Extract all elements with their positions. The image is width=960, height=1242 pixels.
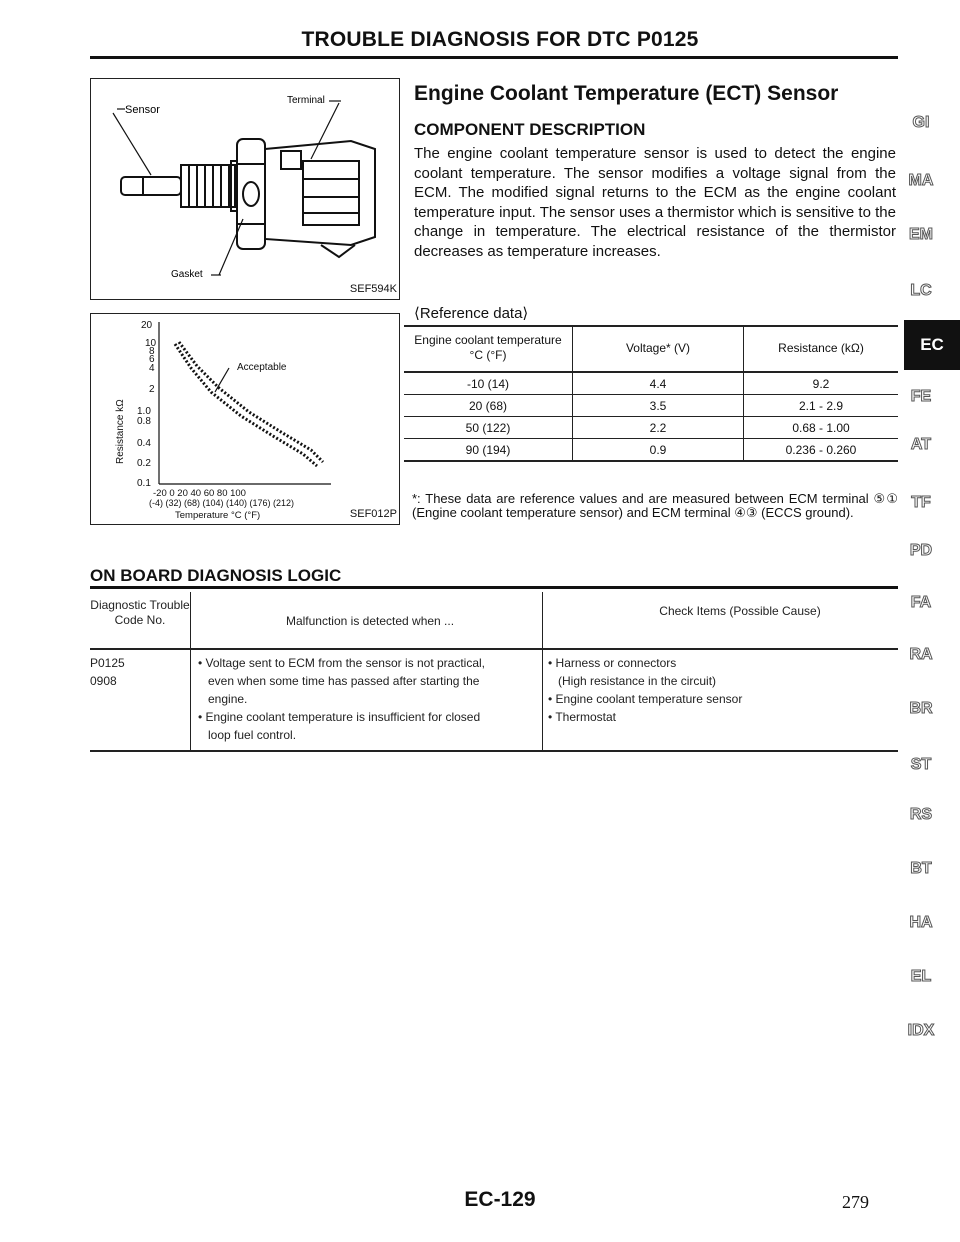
table-row (404, 395, 898, 417)
tab-ec[interactable]: EC (904, 320, 960, 370)
ytick-8: 8 (149, 346, 155, 357)
component-description: The engine coolant temperature sensor is used to detect the engine coolant temperature. The sensor modifies a voltage signal from the ECM. The modified signal returns to the ECM as the engine coolant temperature input. The sensor uses a thermistor which is sensitive to the change in temperature. The electrical resistance of the thermistor decreases as temperature increases. (414, 145, 896, 260)
resistance-chart (91, 314, 399, 524)
cell-voltage: 3.5 (573, 395, 744, 417)
ytick-0-2: 0.2 (137, 458, 151, 469)
obd-table (90, 592, 898, 752)
table-row (404, 417, 898, 439)
section-title: Engine Coolant Temperature (ECT) Sensor (414, 82, 839, 105)
ytick-6: 6 (149, 354, 155, 365)
table-row (404, 439, 898, 462)
cell-temperature: -10 (14) (404, 372, 573, 395)
tab-ha[interactable]: HA (909, 914, 933, 931)
tab-bt[interactable]: BT (910, 860, 932, 877)
dtc-code: P0125 (90, 656, 125, 670)
table-header-row (404, 326, 898, 372)
cell-temperature: 90 (194) (404, 439, 573, 462)
sensor-label: Sensor (125, 104, 160, 116)
sensor-drawing (91, 79, 399, 299)
band-label: Acceptable (237, 362, 287, 373)
tab-fa[interactable]: FA (910, 594, 932, 611)
cell-resistance: 0.236 - 0.260 (744, 439, 899, 462)
x-axis-label: Temperature °C (°F) (175, 510, 261, 521)
table-bottom-rule (90, 750, 898, 752)
tab-st[interactable]: ST (910, 756, 932, 773)
check-item-line: • Thermostat (548, 710, 617, 724)
tab-gi[interactable]: GI (912, 114, 930, 131)
ytick-1-0: 1.0 (137, 406, 151, 417)
tab-fe[interactable]: FE (910, 388, 932, 405)
component-description-heading: COMPONENT DESCRIPTION (414, 120, 646, 139)
ytick-2: 2 (149, 384, 155, 395)
header-resistance: Resistance (kΩ) (744, 326, 899, 372)
ytick-0-4: 0.4 (137, 438, 151, 449)
obd-heading: ON BOARD DIAGNOSIS LOGIC (90, 566, 342, 585)
malfunction-cell (198, 654, 538, 744)
tab-el[interactable]: EL (910, 968, 932, 985)
check-item-line: • Harness or connectors (548, 656, 677, 670)
resistance-chart-figure (90, 313, 400, 525)
header-divider (90, 648, 898, 650)
cell-temperature: 20 (68) (404, 395, 573, 417)
column-divider (542, 592, 543, 750)
gasket-label: Gasket (171, 269, 203, 280)
header-dtc-code: Diagnostic Trouble Code No. (90, 598, 190, 627)
terminal-label: Terminal (287, 95, 325, 106)
check-item-line: • Engine coolant temperature sensor (548, 692, 743, 706)
figure-code: SEF012P (349, 508, 397, 520)
header-temperature: Engine coolant temperature °C (°F) (404, 326, 573, 372)
check-item-line: (High resistance in the circuit) (558, 674, 717, 688)
malfunction-line: even when some time has passed after starting the (208, 674, 480, 688)
cell-voltage: 4.4 (573, 372, 744, 395)
tab-at[interactable]: AT (910, 436, 932, 453)
dtc-code-alt: 0908 (90, 674, 117, 688)
tab-idx[interactable]: IDX (907, 1022, 935, 1039)
header-voltage: Voltage* (V) (573, 326, 744, 372)
ytick-0-8: 0.8 (137, 416, 151, 427)
tab-lc[interactable]: LC (910, 282, 932, 299)
tab-pd[interactable]: PD (909, 542, 933, 559)
malfunction-line: • Voltage sent to ECM from the sensor is not practical, (198, 656, 485, 670)
tab-tf[interactable]: TF (911, 494, 931, 511)
malfunction-line: • Engine coolant temperature is insufficient for closed (198, 710, 481, 724)
page-number: EC-129 (464, 1188, 536, 1211)
ytick-4: 4 (149, 363, 155, 374)
malfunction-line: loop fuel control. (208, 728, 297, 742)
malfunction-line: engine. (208, 692, 248, 706)
cell-voltage: 2.2 (573, 417, 744, 439)
title-rule (90, 56, 898, 59)
ytick-20: 20 (141, 320, 153, 331)
ytick-0-1: 0.1 (137, 478, 151, 489)
cell-voltage: 0.9 (573, 439, 744, 462)
y-axis-label: Resistance kΩ (115, 399, 126, 464)
header-malfunction: Malfunction is detected when ... (285, 614, 455, 628)
ytick-10: 10 (145, 338, 157, 349)
cell-resistance: 0.68 - 1.00 (744, 417, 899, 439)
page-title: TROUBLE DIAGNOSIS FOR DTC P0125 (301, 28, 699, 51)
tab-em[interactable]: EM (909, 226, 933, 243)
dtc-code-cell (90, 654, 186, 690)
cell-temperature: 50 (122) (404, 417, 573, 439)
tab-ma[interactable]: MA (908, 172, 934, 189)
check-items-cell (548, 654, 888, 726)
reference-data-label: ⟨Reference data⟩ (414, 305, 529, 322)
obd-rule (90, 586, 898, 589)
figure-code: SEF594K (349, 283, 397, 295)
cell-resistance: 9.2 (744, 372, 899, 395)
reference-table (404, 325, 898, 462)
tab-rs[interactable]: RS (909, 806, 933, 823)
column-divider (190, 592, 191, 750)
table-row (404, 372, 898, 395)
tab-br[interactable]: BR (909, 700, 933, 717)
x-ticks-celsius: -20 0 20 40 60 80 100 (153, 488, 246, 499)
x-ticks-fahrenheit: (-4) (32) (68) (104) (140) (176) (212) (149, 498, 295, 508)
tab-ra[interactable]: RA (909, 646, 933, 663)
sheet-number: 279 (842, 1192, 869, 1212)
sensor-figure (90, 78, 400, 300)
reference-footnote: *: These data are reference values and are measured between ECM terminal ⑤① (Engine coolant temperature sensor) and ECM terminal ④③ (ECCS ground). (412, 491, 898, 520)
header-check-items: Check Items (Possible Cause) (659, 604, 821, 618)
cell-resistance: 2.1 - 2.9 (744, 395, 899, 417)
